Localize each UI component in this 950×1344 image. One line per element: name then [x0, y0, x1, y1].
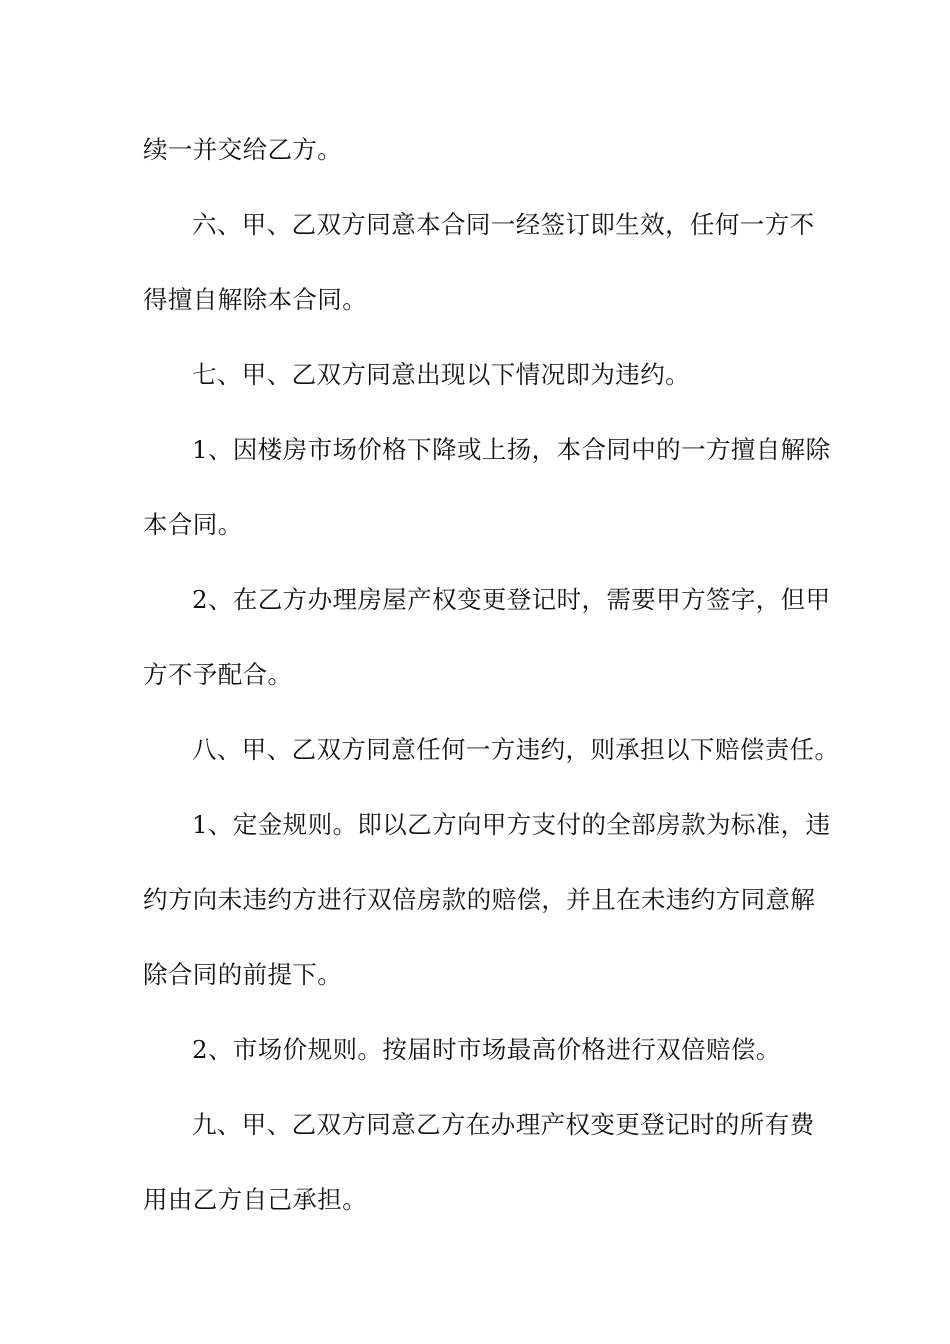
text-line: 续一并交给乙方。 [143, 135, 343, 164]
text-line: 得擅自解除本合同。 [143, 285, 368, 314]
text-line: 六、甲、乙双方同意本合同一经签订即生效，任何一方不 [192, 210, 815, 239]
text-line: 2、市场价规则。按届时市场最高价格进行双倍赔偿。 [192, 1035, 781, 1064]
text-line: 1、定金规则。即以乙方向甲方支付的全部房款为标准，违 [192, 810, 831, 839]
text-line: 七、甲、乙双方同意出现以下情况即为违约。 [192, 360, 690, 389]
text-line: 2、在乙方办理房屋产权变更登记时，需要甲方签字，但甲 [192, 585, 831, 614]
text-line: 除合同的前提下。 [143, 960, 343, 989]
text-line: 八、甲、乙双方同意任何一方违约，则承担以下赔偿责任。 [192, 735, 840, 764]
text-line: 用由乙方自己承担。 [143, 1185, 368, 1214]
text-line: 约方向未违约方进行双倍房款的赔偿，并且在未违约方同意解 [143, 885, 816, 914]
text-line: 本合同。 [143, 510, 243, 539]
text-line: 九、甲、乙双方同意乙方在办理产权变更登记时的所有费 [192, 1110, 815, 1139]
text-line: 1、因楼房市场价格下降或上扬，本合同中的一方擅自解除 [192, 435, 831, 464]
text-line: 方不予配合。 [143, 660, 293, 689]
